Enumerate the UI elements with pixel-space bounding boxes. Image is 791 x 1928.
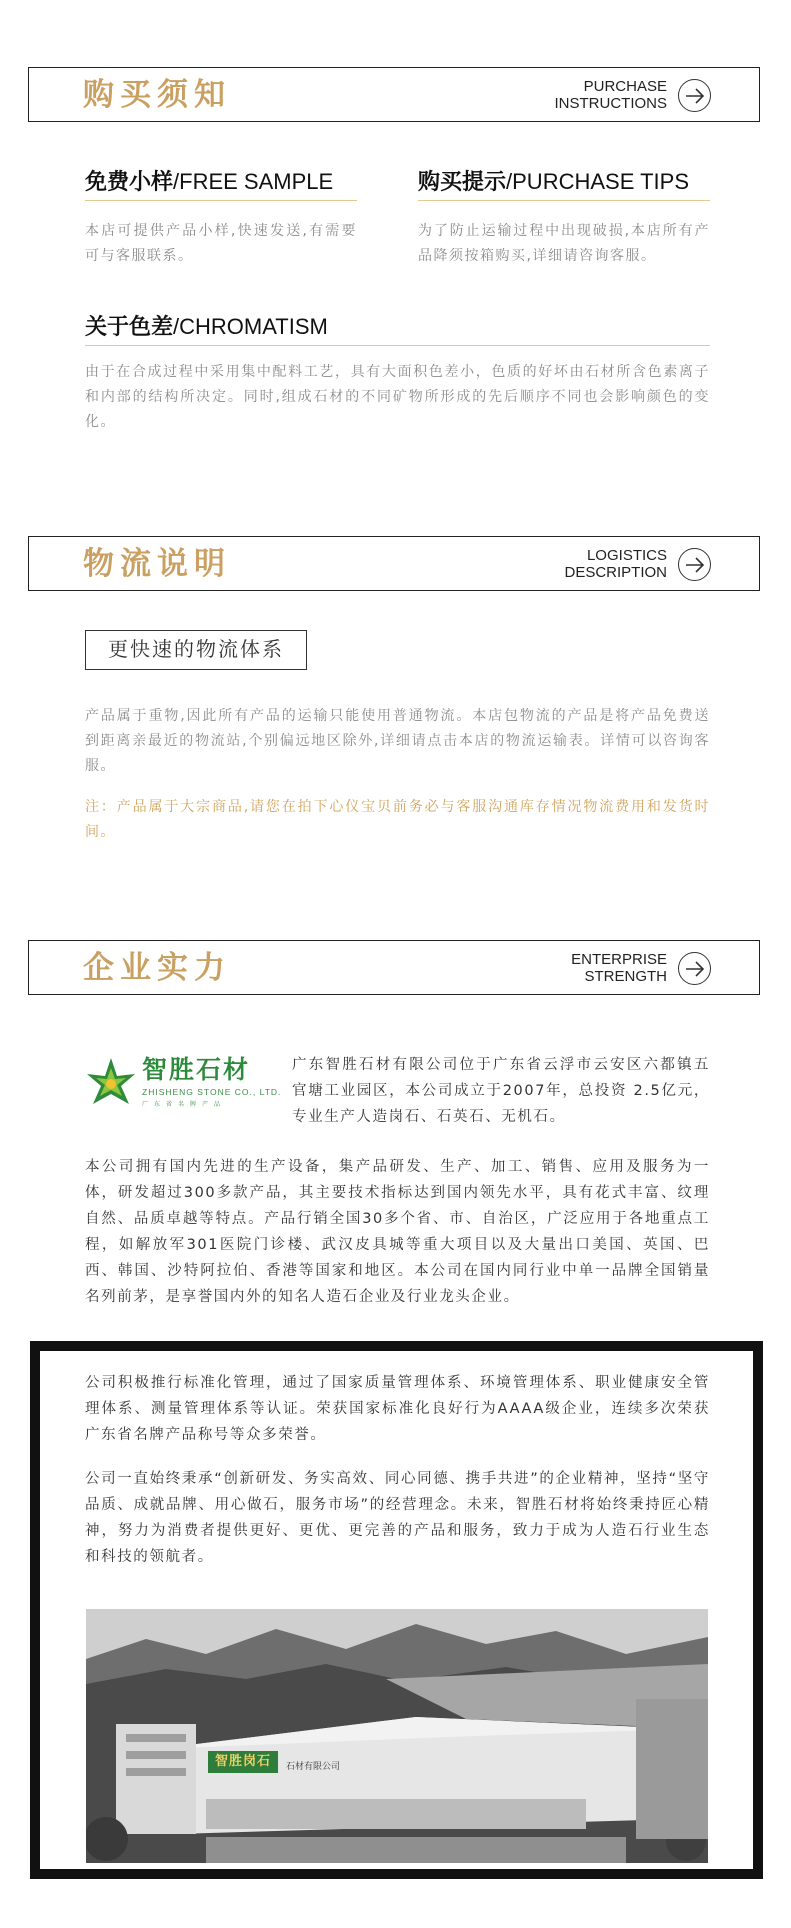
company-para-3: 公司一直始终秉承“创新研发、务实高效、同心同德、携手共进”的企业精神，坚持“坚守品质、成就品牌、用心做石，服务市场”的经营理念。未来，智胜石材将始终秉持匠心精神，努力为消费者提供更好、更优、更完善的产品和服务，致力于成为人造石行业生态和科技的领航者。: [85, 1471, 710, 1565]
enterprise-title-en: ENTERPRISE STRENGTH: [571, 951, 667, 985]
enterprise-header: [28, 940, 760, 995]
logo-subtext: 广东省名牌产品: [142, 1101, 227, 1108]
purchase-tips-heading-cn: 购买提示: [418, 170, 507, 195]
purchase-title: 购买须知: [83, 77, 231, 113]
logistics-note: 注：产品属于大宗商品,请您在拍下心仪宝贝前务必与客服沟通库存情况物流费用和发货时间。: [85, 799, 710, 840]
purchase-header: [28, 67, 760, 122]
green-star-logo-icon: [84, 1057, 138, 1111]
logistics-label: 更快速的物流体系: [85, 630, 307, 670]
company-para-1: 本公司拥有国内先进的生产设备，集产品研发、生产、加工、销售、应用及服务为一体，研发超过300多款产品，其主要技术指标达到国内领先水平，具有花式丰富、纹理自然、品质卓越等特点。产品行销全国30多个省、市、自治区，广泛应用于各地重点工程，如解放军301医院门诊楼、武汉皮具城等重大项目以及大量出口美国、英国、巴西、韩国、沙特阿拉伯、香港等国家和地区。本公司在国内同行业中单一品牌全国销量名列前茅，是享誉国内外的知名人造石企业及行业龙头企业。: [85, 1159, 710, 1305]
company-logo: [84, 1055, 282, 1113]
factory-sign: [208, 1751, 278, 1773]
free-sample-heading-cn: 免费小样: [85, 170, 174, 195]
purchase-tips-text: 为了防止运输过程中出现破损,本店所有产品降须按箱购买,详细请咨询客服。: [418, 223, 710, 264]
company-para-2: 公司积极推行标准化管理，通过了国家质量管理体系、环境管理体系、职业健康安全管理体系、测量管理体系等认证。荣获国家标准化良好行为AAAA级企业，连续多次荣获广东省名牌产品称号等众多荣誉。: [85, 1375, 710, 1443]
enterprise-title: 企业实力: [83, 950, 231, 986]
logistics-title: 物流说明: [83, 546, 231, 582]
company-intro: 广东智胜石材有限公司位于广东省云浮市云安区六都镇五官塘工业园区，本公司成立于2007年，总投资 2.5亿元，专业生产人造岗石、石英石、无机石。: [292, 1057, 710, 1125]
factory-photo: [86, 1609, 708, 1863]
logo-text-cn: 智胜石材: [142, 1055, 251, 1084]
free-sample-heading-en: /FREE SAMPLE: [173, 169, 334, 194]
logistics-text: 产品属于重物,因此所有产品的运输只能使用普通物流。本店包物流的产品是将产品免费送到距离亲最近的物流站,个别偏远地区除外,详细请点击本店的物流运输表。详情可以咨询客服。: [85, 708, 710, 774]
chromatism-text: 由于在合成过程中采用集中配料工艺，具有大面积色差小，色质的好坏由石材所含色素离子和内部的结构所决定。同时,组成石材的不同矿物所形成的先后顺序不同也会影响颜色的变化。: [85, 364, 710, 430]
arrow-right-circle-icon[interactable]: [678, 952, 711, 985]
free-sample-heading: [85, 167, 357, 201]
factory-sign-text: 智胜岗石: [214, 1754, 271, 1769]
free-sample-text: 本店可提供产品小样,快速发送,有需要可与客服联系。: [85, 223, 357, 264]
arrow-right-circle-icon[interactable]: [678, 79, 711, 112]
logo-text-en: ZHISHENG STONE CO., LTD.: [142, 1087, 282, 1097]
purchase-tips-heading-en: /PURCHASE TIPS: [506, 169, 689, 194]
chromatism-heading: [85, 312, 710, 346]
chromatism-heading-cn: 关于色差: [85, 315, 174, 340]
logistics-header: [28, 536, 760, 591]
purchase-title-en: PURCHASE INSTRUCTIONS: [554, 78, 667, 112]
factory-sign-2: 石材有限公司: [286, 1762, 341, 1772]
arrow-right-circle-icon[interactable]: [678, 548, 711, 581]
purchase-tips-heading: [418, 167, 710, 201]
logistics-title-en: LOGISTICS DESCRIPTION: [564, 547, 667, 581]
chromatism-heading-en: /CHROMATISM: [173, 314, 328, 339]
